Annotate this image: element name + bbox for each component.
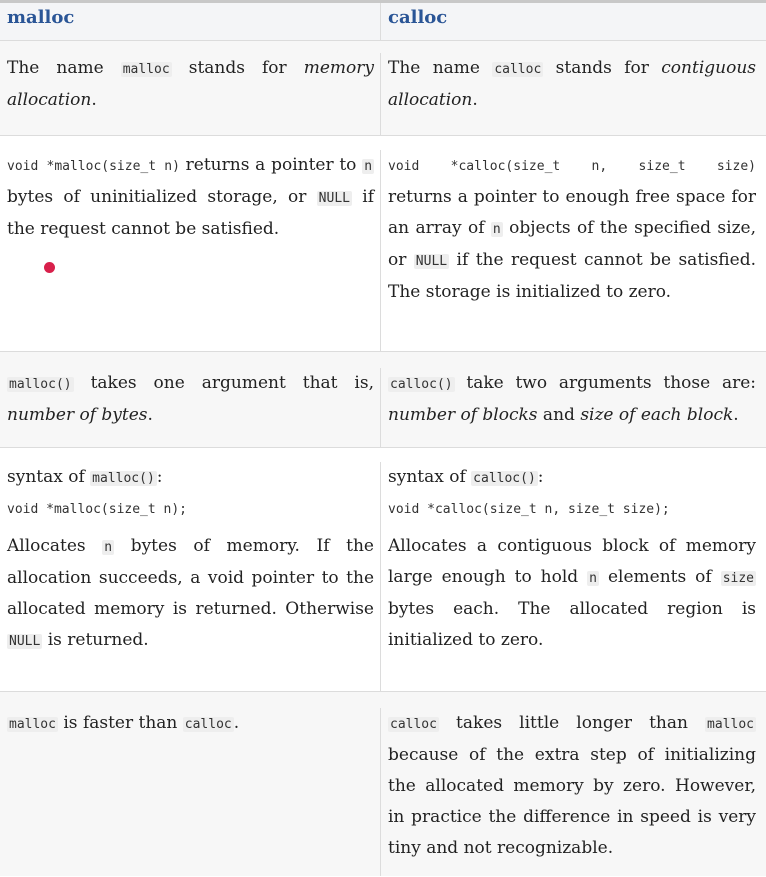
inline-code: NULL	[415, 254, 448, 269]
syntax-label	[388, 462, 756, 494]
malloc-signature: void *malloc(size_t n);	[7, 502, 188, 517]
inline-code: size	[722, 571, 754, 586]
emphasis: number of blocks	[388, 405, 538, 425]
text: The name	[7, 58, 121, 78]
text: stands for	[171, 58, 304, 78]
table-row-return	[0, 136, 766, 352]
text: syntax of	[7, 467, 91, 487]
calloc-speed-cell	[381, 708, 766, 876]
text: syntax of	[388, 467, 472, 487]
cursor-dot	[44, 262, 55, 273]
text: The name	[388, 58, 493, 78]
text: .	[472, 90, 478, 110]
inline-code: NULL	[318, 191, 350, 206]
text: bytes of uninitialized storage, or	[7, 187, 317, 207]
inline-code: n	[364, 159, 373, 174]
emphasis: contiguous allocation	[388, 58, 756, 110]
malloc-args-cell	[0, 368, 381, 447]
table-row-arguments	[0, 352, 766, 448]
inline-code: calloc	[494, 62, 542, 77]
text: .	[91, 90, 97, 110]
inline-code: calloc	[390, 717, 437, 732]
inline-code: n	[492, 222, 501, 237]
text: takes little longer than	[438, 713, 706, 733]
header-malloc: malloc	[0, 3, 381, 40]
inline-code: calloc()	[473, 471, 536, 486]
text: returns a pointer to	[179, 155, 363, 175]
calloc-description	[388, 531, 756, 656]
inline-code: malloc	[707, 717, 754, 732]
calloc-args-cell	[381, 368, 766, 447]
malloc-syntax-cell	[0, 462, 381, 691]
inline-code: malloc	[9, 717, 56, 732]
inline-code: calloc()	[390, 377, 453, 392]
text: :	[537, 467, 544, 487]
text: is faster than	[57, 713, 183, 733]
text: because of the extra step of initializing the allocated memory by zero. However, in practice the difference in speed is very tiny and not recognizable.	[388, 745, 756, 858]
emphasis: size of each block	[580, 405, 734, 425]
emphasis: memory allocation	[7, 58, 374, 110]
text: takes one argument that is,	[73, 373, 374, 393]
inline-code: malloc()	[92, 471, 155, 486]
text: .	[233, 713, 240, 733]
calloc-name-cell	[381, 53, 766, 135]
inline-code: malloc	[122, 62, 170, 77]
table-row-speed	[0, 692, 766, 876]
malloc-return-cell	[0, 150, 381, 351]
text: take two arguments those are:	[454, 373, 756, 393]
calloc-signature: void *calloc(size_t n, size_t size);	[388, 502, 670, 517]
syntax-label	[7, 462, 374, 494]
emphasis: number of bytes	[7, 405, 148, 425]
text: stands for	[543, 58, 662, 78]
inline-code: n	[104, 540, 113, 555]
text: if the request cannot be satisfied. The storage is initialized to zero.	[388, 250, 756, 302]
inline-code: calloc	[184, 717, 232, 732]
text: bytes of memory. If the allocation succeeds, a void pointer to the allocated memory is returned. Otherwise	[7, 536, 374, 619]
text: Allocates a contiguous block of memory large enough to hold	[388, 536, 756, 587]
text: bytes each. The allocated region is initialized to zero.	[388, 599, 756, 650]
table-row-name	[0, 41, 766, 136]
inline-code: NULL	[9, 634, 41, 649]
inline-code: void *calloc(size_t n, size_t size)	[388, 159, 756, 174]
text: returns a pointer to enough free space for an array of	[388, 187, 756, 238]
text: elements of	[598, 567, 721, 587]
malloc-description	[7, 531, 374, 657]
malloc-name-cell	[0, 53, 381, 135]
header-calloc: calloc	[388, 7, 448, 28]
text: .	[733, 405, 739, 425]
table-row-syntax	[0, 448, 766, 692]
text: and	[537, 405, 581, 425]
text: if the request cannot be satisfied.	[7, 187, 374, 239]
inline-code: void *malloc(size_t n)	[7, 159, 180, 174]
text: is returned.	[42, 630, 149, 650]
inline-code: n	[589, 571, 597, 586]
calloc-return-cell	[381, 150, 766, 351]
text: Allocates	[7, 536, 103, 556]
table-header-row	[0, 3, 766, 41]
calloc-syntax-cell	[381, 462, 766, 691]
text: objects of the specified size, or	[388, 218, 757, 270]
inline-code: malloc()	[9, 377, 72, 392]
malloc-speed-cell	[0, 708, 381, 876]
text: :	[156, 467, 163, 487]
text: .	[147, 405, 153, 425]
